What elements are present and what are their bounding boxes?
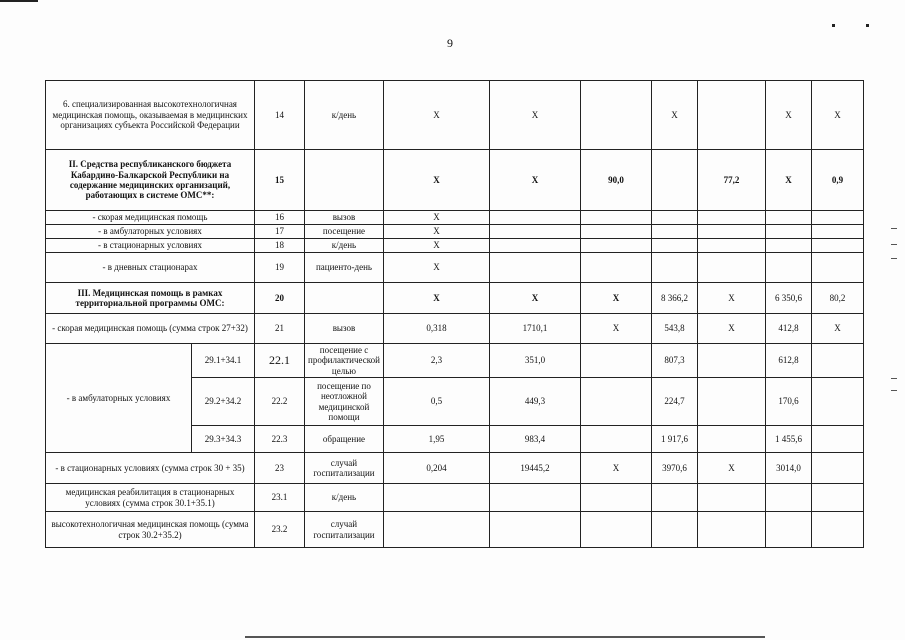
table-row bbox=[46, 344, 864, 378]
cell: X bbox=[383, 150, 489, 211]
table-row bbox=[46, 512, 864, 548]
row-label: медицинская реабилитация в стационарных условиях (сумма строк 30.1+35.1) bbox=[46, 484, 255, 512]
row-label: 6. специализированная высокотехнологичная медицинская помощь, оказываемая в медицинских организациях субъекта Российской Федерации bbox=[46, 81, 255, 150]
cell: 449,3 bbox=[489, 378, 580, 426]
row-unit: вызов bbox=[305, 211, 384, 225]
row-number: 21 bbox=[255, 314, 305, 344]
cell: 1 917,6 bbox=[651, 426, 697, 453]
cell: X bbox=[383, 211, 489, 225]
cell: 807,3 bbox=[651, 344, 697, 378]
cell: 6 350,6 bbox=[765, 283, 811, 314]
cell: 543,8 bbox=[651, 314, 697, 344]
cell: 19445,2 bbox=[489, 453, 580, 484]
row-label: III. Медицинская помощь в рамках территориальной программы ОМС: bbox=[46, 283, 255, 314]
row-number: 17 bbox=[255, 225, 305, 239]
cell: 2,3 bbox=[383, 344, 489, 378]
row-unit: к/день bbox=[305, 81, 384, 150]
row-number: 23 bbox=[255, 453, 305, 484]
row-number: 14 bbox=[255, 81, 305, 150]
table-row bbox=[46, 314, 864, 344]
cell: X bbox=[383, 225, 489, 239]
table-row bbox=[46, 283, 864, 314]
cell: X bbox=[383, 81, 489, 150]
row-unit: обращение bbox=[305, 426, 384, 453]
row-label: - в стационарных условиях (сумма строк 30 + 35) bbox=[46, 453, 255, 484]
cell: 0,5 bbox=[383, 378, 489, 426]
row-number: 15 bbox=[255, 150, 305, 211]
row-label: - в стационарных условиях bbox=[46, 239, 255, 253]
cell: 412,8 bbox=[765, 314, 811, 344]
page-number: 9 bbox=[447, 36, 453, 50]
row-unit: посещение bbox=[305, 225, 384, 239]
sum-rows: 29.2+34.2 bbox=[192, 378, 255, 426]
scan-bottom-line bbox=[245, 636, 765, 638]
table-row bbox=[46, 225, 864, 239]
table-row bbox=[46, 253, 864, 283]
scan-dot bbox=[832, 24, 835, 27]
row-number: 18 bbox=[255, 239, 305, 253]
table-row bbox=[46, 150, 864, 211]
cell: 351,0 bbox=[489, 344, 580, 378]
row-unit bbox=[305, 283, 384, 314]
row-label: II. Средства республиканского бюджета Кабардино-Балкарской Республики на содержание медицинских организаций, работающих в системе ОМС**: bbox=[46, 150, 255, 211]
cell: X bbox=[697, 283, 765, 314]
cell: 8 366,2 bbox=[651, 283, 697, 314]
cell: X bbox=[383, 253, 489, 283]
row-unit: посещение с профилактической целью bbox=[305, 344, 384, 378]
cell bbox=[651, 150, 697, 211]
row-unit: посещение по неотложной медицинской помощи bbox=[305, 378, 384, 426]
row-number: 22.2 bbox=[255, 378, 305, 426]
cell: 170,6 bbox=[765, 378, 811, 426]
cell: 90,0 bbox=[580, 150, 651, 211]
table-row bbox=[46, 81, 864, 150]
cell: 983,4 bbox=[489, 426, 580, 453]
scan-edge-mark bbox=[0, 0, 38, 2]
cell: 0,9 bbox=[811, 150, 863, 211]
sum-rows: 29.1+34.1 bbox=[192, 344, 255, 378]
row-unit: вызов bbox=[305, 314, 384, 344]
row-number: 22.3 bbox=[255, 426, 305, 453]
data-table bbox=[45, 80, 864, 548]
row-number: 22.1 bbox=[255, 344, 305, 378]
margin-dash bbox=[891, 244, 897, 245]
cell bbox=[697, 81, 765, 150]
row-label: - в дневных стационарах bbox=[46, 253, 255, 283]
cell: 3970,6 bbox=[651, 453, 697, 484]
cell: X bbox=[489, 150, 580, 211]
cell: 224,7 bbox=[651, 378, 697, 426]
sum-rows: 29.3+34.3 bbox=[192, 426, 255, 453]
cell: 612,8 bbox=[765, 344, 811, 378]
cell: X bbox=[765, 150, 811, 211]
margin-dash bbox=[891, 228, 897, 229]
cell: 1710,1 bbox=[489, 314, 580, 344]
cell: X bbox=[811, 314, 863, 344]
row-number: 23.2 bbox=[255, 512, 305, 548]
cell: X bbox=[383, 239, 489, 253]
cell: X bbox=[697, 453, 765, 484]
table-row bbox=[46, 484, 864, 512]
row-number: 19 bbox=[255, 253, 305, 283]
row-label: высокотехнологичная медицинская помощь (сумма строк 30.2+35.2) bbox=[46, 512, 255, 548]
row-label: - скорая медицинская помощь (сумма строк 27+32) bbox=[46, 314, 255, 344]
table-row bbox=[46, 211, 864, 225]
row-number: 16 bbox=[255, 211, 305, 225]
cell: X bbox=[580, 453, 651, 484]
cell bbox=[811, 453, 863, 484]
row-number: 23.1 bbox=[255, 484, 305, 512]
row-label: - в амбулаторных условиях bbox=[46, 225, 255, 239]
margin-dash bbox=[891, 378, 897, 379]
cell: X bbox=[489, 283, 580, 314]
row-unit: к/день bbox=[305, 239, 384, 253]
cell: X bbox=[580, 314, 651, 344]
cell: X bbox=[651, 81, 697, 150]
cell bbox=[580, 81, 651, 150]
cell: X bbox=[580, 283, 651, 314]
row-unit: к/день bbox=[305, 484, 384, 512]
cell: X bbox=[811, 81, 863, 150]
table-row bbox=[46, 453, 864, 484]
row-unit: пациенто-день bbox=[305, 253, 384, 283]
row-label: - в амбулаторных условиях bbox=[46, 344, 192, 453]
row-label: - скорая медицинская помощь bbox=[46, 211, 255, 225]
table-row bbox=[46, 239, 864, 253]
cell: 1,95 bbox=[383, 426, 489, 453]
cell: 0,204 bbox=[383, 453, 489, 484]
cell: 0,318 bbox=[383, 314, 489, 344]
row-unit: случай госпитализации bbox=[305, 512, 384, 548]
cell: 80,2 bbox=[811, 283, 863, 314]
cell: 77,2 bbox=[697, 150, 765, 211]
row-unit bbox=[305, 150, 384, 211]
row-number: 20 bbox=[255, 283, 305, 314]
cell: X bbox=[489, 81, 580, 150]
row-unit: случай госпитализации bbox=[305, 453, 384, 484]
cell: 3014,0 bbox=[765, 453, 811, 484]
scan-dot bbox=[866, 24, 869, 27]
margin-dash bbox=[891, 258, 897, 259]
cell: X bbox=[765, 81, 811, 150]
cell: X bbox=[383, 283, 489, 314]
margin-dash bbox=[891, 390, 897, 391]
cell: X bbox=[697, 314, 765, 344]
cell: 1 455,6 bbox=[765, 426, 811, 453]
